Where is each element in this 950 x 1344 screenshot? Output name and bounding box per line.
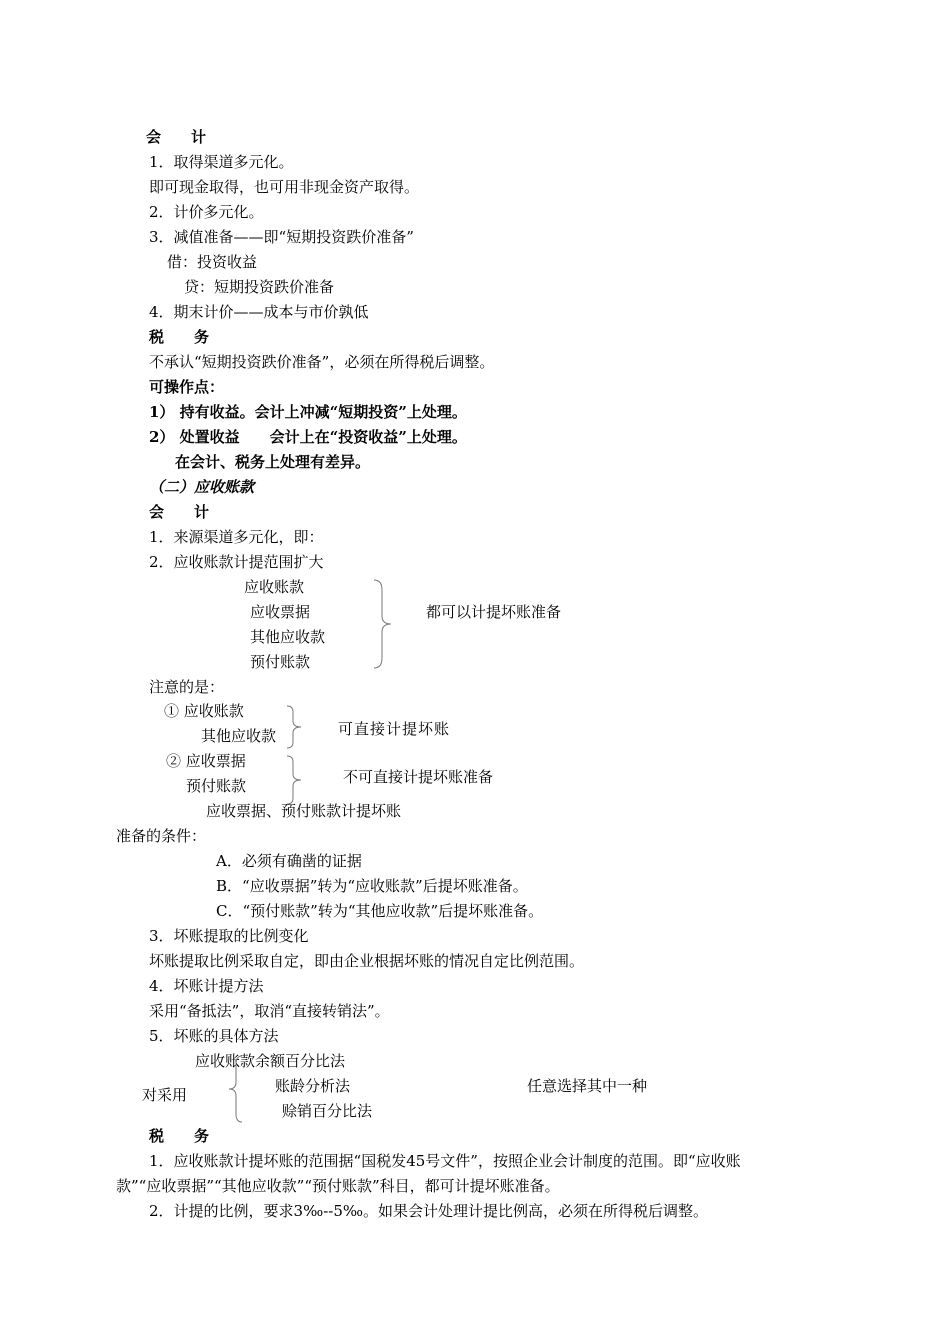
notice-1-a: ① 应收账款 [164,702,244,720]
tax-item-1-line-2: 款”“应收票据”“其他应收款”“预付账款”科目，都可计提坏账准备。 [116,1177,560,1195]
operable-point-note: 在会计、税务上处理有差异。 [175,453,371,471]
tax-item-2: 2．计提的比例，要求3‰--5‰。如果会计处理计提比例高，必须在所得税后调整。 [149,1202,709,1220]
method-credit-sales: 赊销百分比法 [282,1102,373,1120]
heading-tax-2: 税 务 [149,1127,210,1145]
tax-item-1-line-1: 1．应收账款计提坏账的范围据“国税发45号文件”，按照企业会计制度的范围。即“应收账 [149,1152,741,1170]
method-aging: 账龄分析法 [275,1077,351,1095]
scope-item-other: 其他应收款 [250,628,326,646]
journal-debit: 借：投资收益 [167,253,258,271]
s2-item-4: 4．坏账计提方法 [149,977,264,995]
condition-a: A．必须有确凿的证据 [216,852,362,870]
journal-credit: 贷：短期投资跌价准备 [184,278,335,296]
item-3: 3．减值准备——即“短期投资跌价准备” [149,228,414,246]
notice-2-b: 预付账款 [186,777,247,795]
right-brace-scope [372,578,394,670]
operable-point-1: 1） 持有收益。会计上冲减“短期投资”上处理。 [149,403,467,421]
condition-c: C．“预付账款”转为“其他应收款”后提坏账准备。 [216,902,544,920]
item-1-note: 即可现金取得，也可用非现金资产取得。 [149,178,420,196]
item-4: 4．期末计价——成本与市价孰低 [149,303,369,321]
notice-label: 注意的是： [149,678,225,696]
s2-item-3-text: 坏账提取比例采取自定，即由企业根据坏账的情况自定比例范围。 [149,952,585,970]
conditions-line-2: 准备的条件： [116,827,207,845]
s2-item-3: 3．坏账提取的比例变化 [149,927,309,945]
heading-operable-points: 可操作点： [149,378,225,396]
notice-1-note: 可直接计提坏账 [338,720,451,737]
left-brace-methods [226,1054,248,1124]
notice-2-a: ② 应收票据 [166,752,246,770]
heading-accounting-2: 会 计 [149,503,210,521]
operable-point-2: 2） 处置收益 会计上在“投资收益”上处理。 [149,428,467,446]
heading-tax: 税 务 [149,328,210,346]
condition-b: B．“应收票据”转为“应收账款”后提坏账准备。 [216,877,528,895]
notice-2-note: 不可直接计提坏账准备 [343,768,494,786]
scope-item-prepaid: 预付账款 [250,653,311,671]
s2-item-2: 2．应收账款计提范围扩大 [149,553,324,571]
s2-item-4-text: 采用“备抵法”，取消“直接转销法”。 [149,1002,390,1020]
conditions-line-1: 应收票据、预付账款计提坏账 [206,802,402,820]
heading-accounting: 会 计 [146,128,207,146]
item-2: 2．计价多元化。 [149,203,264,221]
method-balance-percentage: 应收账款余额百分比法 [195,1052,346,1070]
scope-note: 都可以计提坏账准备 [426,603,562,621]
right-brace-notice-1 [285,704,307,750]
s2-item-5: 5．坏账的具体方法 [149,1027,279,1045]
right-brace-notice-2 [285,754,307,806]
s2-item-1: 1．来源渠道多元化，即： [149,528,324,546]
scope-item-notes: 应收票据 [250,603,311,621]
scope-item-receivable: 应收账款 [244,578,305,596]
method-note: 任意选择其中一种 [527,1077,648,1095]
notice-1-b: 其他应收款 [201,727,277,745]
method-prefix: 对采用 [142,1086,188,1104]
tax-text: 不承认“短期投资跌价准备”，必须在所得税后调整。 [149,353,495,371]
item-1: 1．取得渠道多元化。 [149,153,294,171]
section-title-receivables: （二）应收账款 [149,478,255,496]
